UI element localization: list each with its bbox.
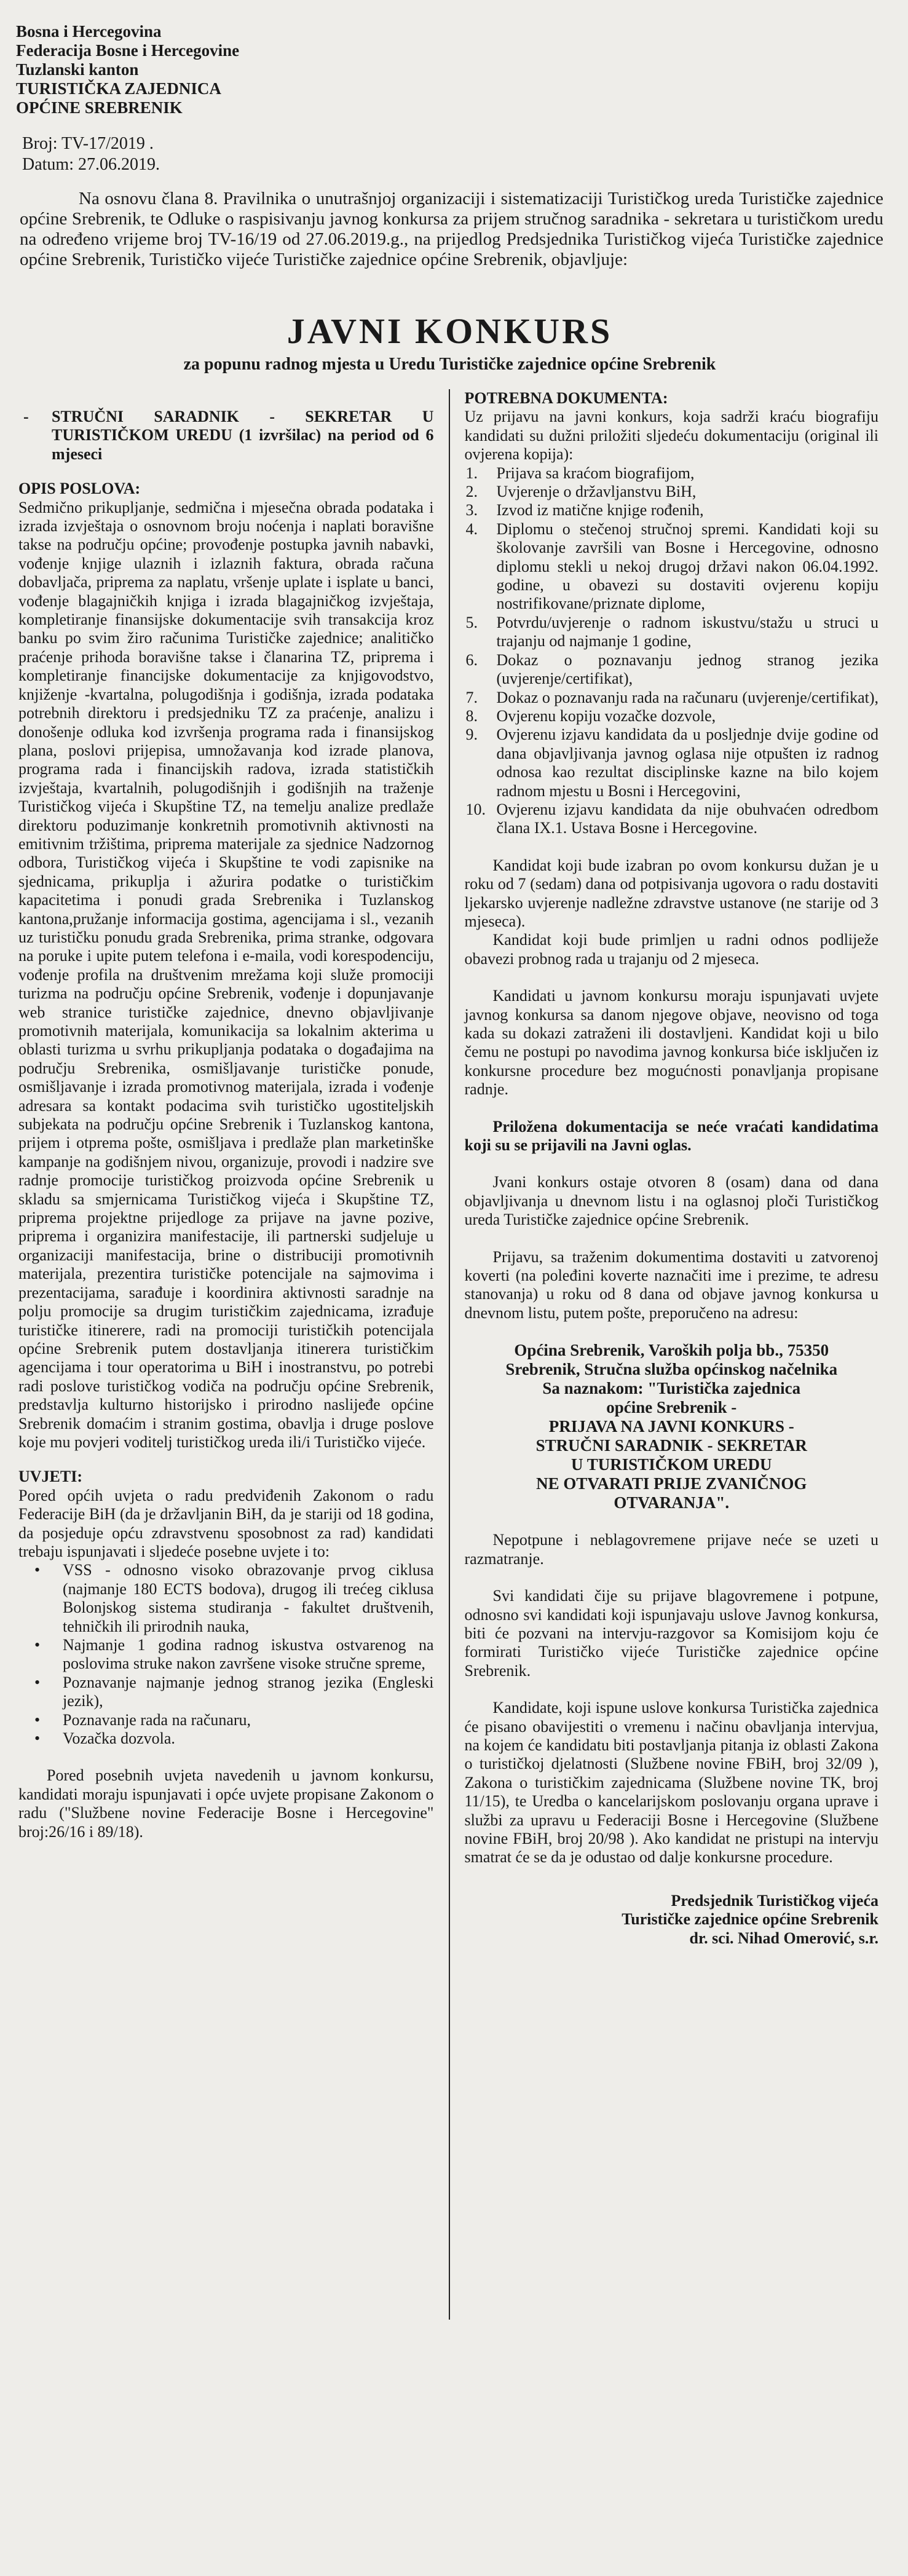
bullet-icon: • bbox=[34, 1710, 41, 1729]
list-item bbox=[466, 464, 879, 483]
paragraph-incomplete: Nepotpune i neblagovremene prijave neće se uzeti u razmatranje. bbox=[464, 1531, 878, 1568]
job-description-text: Sedmično prikupljanje, sedmična i mjesečna obrada podataka i izrada izvještaja o osnovnom broju noćenja i naplati boravišne takse na području općine; provođenje postupka javnih nabavki, vođenje knjige ulaznih i izlaznih faktura, obrada računa dobavljača, priprema za naplatu, vršenje uplate i isplate u banci, vođenje blagajničkih knjiga i izrada blagajničkog izvještaja, kompletiranje finansijske dokumentacije svih transakcija kroz banku po svim žiro računima Turističke zajednice; analitičko praćenje prihoda boravišne takse i članarina TZ, priprema i kompletiranje financijske dokumentacije za knjigovodstvo, knjiženje -kvartalna, polugodišnja i godišnja, izrada podataka potrebnih direktoru i predsjedniku TZ za praćenje, analizu i donošenje odluka kod izvršenja programa rada i finansijskog plana, poslovi prijepisa, umnožavanja kod izrade planova, programa rada i financijskih radova, izrada statističkih izvještaja, kvartalnih, polugodišnjih i godišnjih na traženje Turističkog vijeća i Skupštine TZ, na temelju analize predlaže direktoru poduzimanje konkretnih promotivnih aktivnosti na emitivnim tržištima, priprema materijale za sjednice Nadzornog odbora, Turističkog vijeća i Skupštine te vodi zapisnike na sjednicama, prikuplja i ažurira podatke o turističkim kapacitetima i ponudi grada Srebrenika i Tuzlanskog kantona,pružanje informacija gostima, agencijama i sl., vezanih uz turističku ponudu grada Srebrenika, prima stranke, odgovara na poruke i upite putem telefona i e-maila, vodi korespodenciju, vođenje profila na društvenim mrežama koji služe promociji turizma na području općine Srebrenik, vođenje i dopunjavanje web stranice turističke zajednice, dnevno objavljivanje promotivnih materijala, komunikacija sa lokalnim akterima u oblasti turizma u svrhu prikupljanja podataka o događajima na području Srebrenika, osmišljavanje turističke ponude, osmišljavanje i izrada promotivnog materijala, izrada i vođenje adresara sa kontakt podacima svih turističko ugostiteljskih subjekata na području općine Srebrenik i Tuzlanskog kantona, prijem i otprema pošte, osmišljava i predlaže plan marketinške kampanje na godišnjem nivou, organizuje, provodi i nadzire sve radnje promocije turističkog proizvoda općine Srebrenik u skladu sa smjernicama Turističkog vijeća i Skupštine TZ, priprema projektne prijedloge za prijave na javne pozive, priprema i organizira manifestacije, ili partnerski sudjeluje u organizaciji manifestacija, brine o distribuciji promotivnih materijala, prezentira turističke potencijale na sajmovima i prezentacijama, sarađuje i koordinira aktivnosti saradnje na polju promocije sa drugim turističkim zajednicama, izrađuje turističke itinerere, radi na promociji turističkih potencijala općine Srebrenik putem dostavljanja itinerera turističkim agencijama i tour operatorima u BiH i inostranstvu, po potrebi radi poslove turističkog vodiča na području općine Srebrenik, predstavlja kulturno historijsko i prirodno naslijeđe općine Srebrenik domaćim i stranim gostima, obavlja i druge poslove koje mu povjeri voditelj turističkog ureda ili/i Turističko vijeće. bbox=[18, 498, 434, 1451]
header-line: Federacija Bosne i Hercegovine bbox=[16, 41, 240, 60]
list-number: 10. bbox=[465, 800, 486, 818]
list-item-text: Potvrdu/uvjerenje o radnom iskustvu/stažu u struci u trajanju od najmanje 1 godine, bbox=[496, 613, 878, 650]
list-item-text: Dokaz o poznavanju jednog stranog jezika (uvjerenje/certifikat), bbox=[496, 650, 878, 688]
list-item bbox=[466, 483, 879, 501]
bullet-icon: • bbox=[34, 1673, 41, 1691]
reference-block bbox=[16, 133, 883, 175]
reference-date: Datum: 27.06.2019. bbox=[22, 155, 160, 174]
reference-number: Broj: TV-17/2019 . bbox=[22, 134, 154, 153]
list-item bbox=[466, 725, 879, 800]
paragraph-documents-not-returned: Priložena dokumentacija se neće vraćati kandidatima koji su se prijavili na Javni oglas. bbox=[464, 1117, 878, 1155]
bullet-icon: • bbox=[34, 1561, 41, 1579]
list-item-text: Uvjerenje o državljanstvu BiH, bbox=[496, 483, 697, 501]
list-number: 3. bbox=[465, 501, 478, 520]
list-number: 5. bbox=[465, 613, 478, 631]
list-item-text: Prijava sa kraćom biografijom, bbox=[496, 464, 695, 482]
paragraph-notification: Kandidate, koji ispune uslove konkursa Turistička zajednica će pisano obavijestiti o vremenu i načinu obavljanja intervjua, na kojem će kandidatu biti postavljanja pitanja iz oblasti Zakona o turističkoj djelatnosti (Službene novine FBiH, broj 32/09 ), Zakona o turističkim zajednicama (Službene novine TK, broj 11/15), te Uredba o kancelarijskom poslovanju organa uprave i službi za upravu u Federaciji Bosne i Hercegovine (Službene novine FBiH, broj 20/98 ). Ako kandidat ne pristupi na intervju smatrat će se da je odustao od dalje konkursne procedure. bbox=[464, 1699, 878, 1867]
header-line: TURISTIČKA ZAJEDNICA bbox=[16, 79, 221, 98]
paragraph-probation: Kandidat koji bude primljen u radni odnos podliježe obavezi probnog rada u trajanju od 2 mjeseca. bbox=[464, 931, 878, 968]
list-item-text: VSS - odnosno visoko obrazovanje prvog ciklusa (najmanje 180 ECTS bodova), drugog ili trećeg ciklusa Bolonjskog sistema studiranja - fakultet društvenih, tehničkih ili prirodnih nauka, bbox=[63, 1561, 434, 1635]
list-item-text: Najmanje 1 godina radnog iskustva ostvarenog na poslovima struke nakon završene visoke stručne spreme, bbox=[63, 1636, 434, 1673]
address-line: STRUČNI SARADNIK - SEKRETAR bbox=[535, 1436, 807, 1455]
signature-block bbox=[465, 1892, 879, 1948]
list-item-text: Ovjerenu izjavu kandidata da u posljednje dvije godine od dana objavljivanja javnog oglasa nije otpušten iz radnog odnosa kao rezultat disciplinske kazne na bilo kojem radnom mjestu u Bosni i Hercegovini, bbox=[496, 725, 878, 800]
list-item-text: Dokaz o poznavanju rada na računaru (uvjerenje/certifikat), bbox=[496, 688, 879, 706]
list-item bbox=[466, 501, 879, 520]
list-item bbox=[466, 651, 879, 689]
list-item bbox=[34, 1673, 434, 1711]
list-item bbox=[34, 1561, 434, 1636]
list-item bbox=[466, 520, 879, 614]
intro-text: Na osnovu člana 8. Pravilnika o unutrašnjoj organizaciji i sistematizaciji Turističkog ureda Turističke zajednice općine Srebrenik, te Odluke o raspisivanju javnog konkursa za prijem stručnog saradnika - sekretara u turističkom uredu na određeno vrijeme broj TV-16/19 od 27.06.2019.g., na prijedlog Predsjednika Turističkog vijeća Turističke zajednice općine Srebrenik, Turističko vijeće Turističke zajednice općine Srebrenik, objavljuje: bbox=[20, 189, 883, 269]
list-number: 6. bbox=[465, 650, 478, 669]
paragraph-submission: Prijavu, sa traženim dokumentima dostaviti u zatvorenoj koverti (na poleđini kovertе naznačiti ime i prezime, te adresu stanovanja) u roku od 8 dana od objave javnog konkursa u dnevnom listu, putem pošte, preporučeno na adresu: bbox=[464, 1247, 878, 1322]
issuer-header bbox=[16, 22, 883, 117]
list-item-text: Poznavanje rada na računaru, bbox=[63, 1710, 251, 1729]
announcement-subtitle: za popunu radnog mjesta u Uredu Turističke zajednice općine Srebrenik bbox=[183, 355, 716, 374]
address-line: PRIJAVA NA JAVNI KONKURS - bbox=[548, 1417, 794, 1436]
list-item-text: Vozačka dozvola. bbox=[63, 1729, 175, 1748]
list-item-text: Ovjerenu kopiju vozačke dozvole, bbox=[496, 706, 716, 725]
list-item-text: Ovjerenu izjavu kandidata da nije obuhvaćen odredbom člana IX.1. Ustava Bosne i Hercegovine. bbox=[496, 800, 878, 837]
documents-intro: Uz prijavu na javni konkurs, koja sadrži kraću biografiju kandidati su dužni priložiti sljedeću dokumentaciju (original ili ovjerena kopija): bbox=[464, 408, 878, 464]
list-item-text: Izvod iz matične knjige rođenih, bbox=[496, 501, 704, 520]
position-text: STRUČNI SARADNIK - SEKRETAR U TURISTIČKOM UREDU (1 izvršilac) na period od 6 mjeseci bbox=[52, 408, 434, 463]
list-item-text: Diplomu o stečenoj stručnoj spremi. Kandidati koji su školovanje završili van Bosne i Hercegovine, odnosno diplomu stekli u nekoj drugoj državi nakon 06.04.1992. godine, u obavezi su dostaviti ovjerenu kopiju nostrifikovane/priznate diplome, bbox=[496, 520, 878, 613]
intro-paragraph bbox=[16, 189, 883, 270]
section-heading-uvjeti: UVJETI: bbox=[18, 1468, 83, 1486]
header-line: Bosna i Hercegovina bbox=[16, 22, 162, 41]
paragraph-open-period: Jvani konkurs ostaje otvoren 8 (osam) dana od dana objavljivanja u dnevnom listu i na oglasnoj ploči Turističkog ureda Turističke zajednice općine Srebrenik. bbox=[464, 1173, 878, 1229]
signature-line: Predsjednik Turističkog vijeća bbox=[671, 1891, 878, 1910]
address-line: Srebrenik, Stručna služba općinskog načelnika bbox=[505, 1360, 838, 1379]
address-line: OTVARANJA". bbox=[614, 1493, 730, 1512]
bullet-icon: • bbox=[34, 1729, 41, 1748]
address-line: općine Srebrenik - bbox=[606, 1398, 737, 1417]
paragraph-selected-candidate: Kandidat koji bude izabran po ovom konkursu dužan je u roku od 7 (sedam) dana od potpisivanja ugovora o radu dostaviti ljekarsko uvjerenje nadležne zdravstve ustanove (ne starije od 3 mjeseca). bbox=[464, 856, 878, 930]
position-title bbox=[23, 408, 434, 464]
header-line: OPĆINE SREBRENIK bbox=[16, 98, 183, 117]
left-column bbox=[16, 389, 450, 2320]
list-item bbox=[34, 1729, 434, 1748]
section-heading-opis: OPIS POSLOVA: bbox=[18, 480, 141, 498]
list-item bbox=[466, 707, 879, 725]
right-column bbox=[450, 389, 884, 2320]
list-item bbox=[466, 689, 879, 707]
conditions-text: Pored općih uvjeta o radu predviđenih Zakonom o radu Federacije BiH (da je državljanin BiH, da je stariji od 18 godina, da posjeduje opću zdravstvenu sposobnost za rad) kandidati trebaju ispunjavati i sljedeće posebne uvjete i to: bbox=[18, 1486, 434, 1560]
address-line: NE OTVARATI PRIJE ZVANIČNOG bbox=[536, 1474, 807, 1493]
list-item bbox=[466, 614, 879, 651]
list-number: 9. bbox=[465, 725, 478, 744]
list-number: 4. bbox=[465, 520, 478, 538]
address-line: U TURISTIČKOM UREDU bbox=[570, 1455, 772, 1474]
general-conditions-text: Pored posebnih uvjeta navedenih u javnom konkursu, kandidati moraju ispunjavati i opće uvjete propisane Zakonom o radu ("Službene novine Federacije Bosne i Hercegovine" broj:26/16 i 89/18). bbox=[18, 1766, 434, 1841]
paragraph-conditions: Kandidati u javnom konkursu moraju ispunjavati uvjete javnog konkursa sa danom njegove objave, neovisno od toga kada su dokazi zatraženi ili dostavljeni. Kandidat koji u bilo čemu ne postupi po navodima javnog konkursa biće isključen iz konkursne procedure bez mogućnosti ponavljanja propisane radnje. bbox=[464, 987, 878, 1099]
signature-line: dr. sci. Nihad Omerović, s.r. bbox=[689, 1929, 878, 1947]
list-item bbox=[34, 1636, 434, 1673]
announcement-title: JAVNI KONKURS bbox=[286, 311, 613, 351]
list-number: 1. bbox=[465, 464, 478, 482]
mailing-address bbox=[465, 1341, 879, 1512]
section-heading-documents: POTREBNA DOKUMENTA: bbox=[464, 389, 668, 407]
address-line: Općina Srebrenik, Varoških polja bb., 75350 bbox=[514, 1341, 829, 1360]
header-line: Tuzlanski kanton bbox=[16, 60, 139, 79]
list-item bbox=[466, 800, 879, 838]
list-item bbox=[34, 1711, 434, 1729]
list-item-text: Poznavanje najmanje jednog stranog jezika (Engleski jezik), bbox=[63, 1673, 434, 1710]
signature-line: Turističke zajednice općine Srebrenik bbox=[622, 1910, 878, 1929]
two-column-body bbox=[16, 389, 883, 2320]
list-number: 7. bbox=[465, 688, 478, 706]
bullet-icon: • bbox=[34, 1636, 41, 1654]
documents-list bbox=[465, 464, 879, 838]
paragraph-interview: Svi kandidati čije su prijave blagovremene i potpune, odnosno svi kandidati koji ispunjavaju uslove Javnog konkursa, biti će pozvani na intervju-razgovor sa Komisijom koju će formirati Turističko vijeće Turističke zajednice općine Srebrenik. bbox=[464, 1587, 878, 1680]
list-number: 8. bbox=[465, 706, 478, 725]
list-number: 2. bbox=[465, 483, 478, 501]
conditions-list bbox=[18, 1561, 434, 1748]
position-dash: - bbox=[23, 408, 29, 425]
address-line: Sa naznakom: "Turistička zajednica bbox=[542, 1379, 801, 1398]
